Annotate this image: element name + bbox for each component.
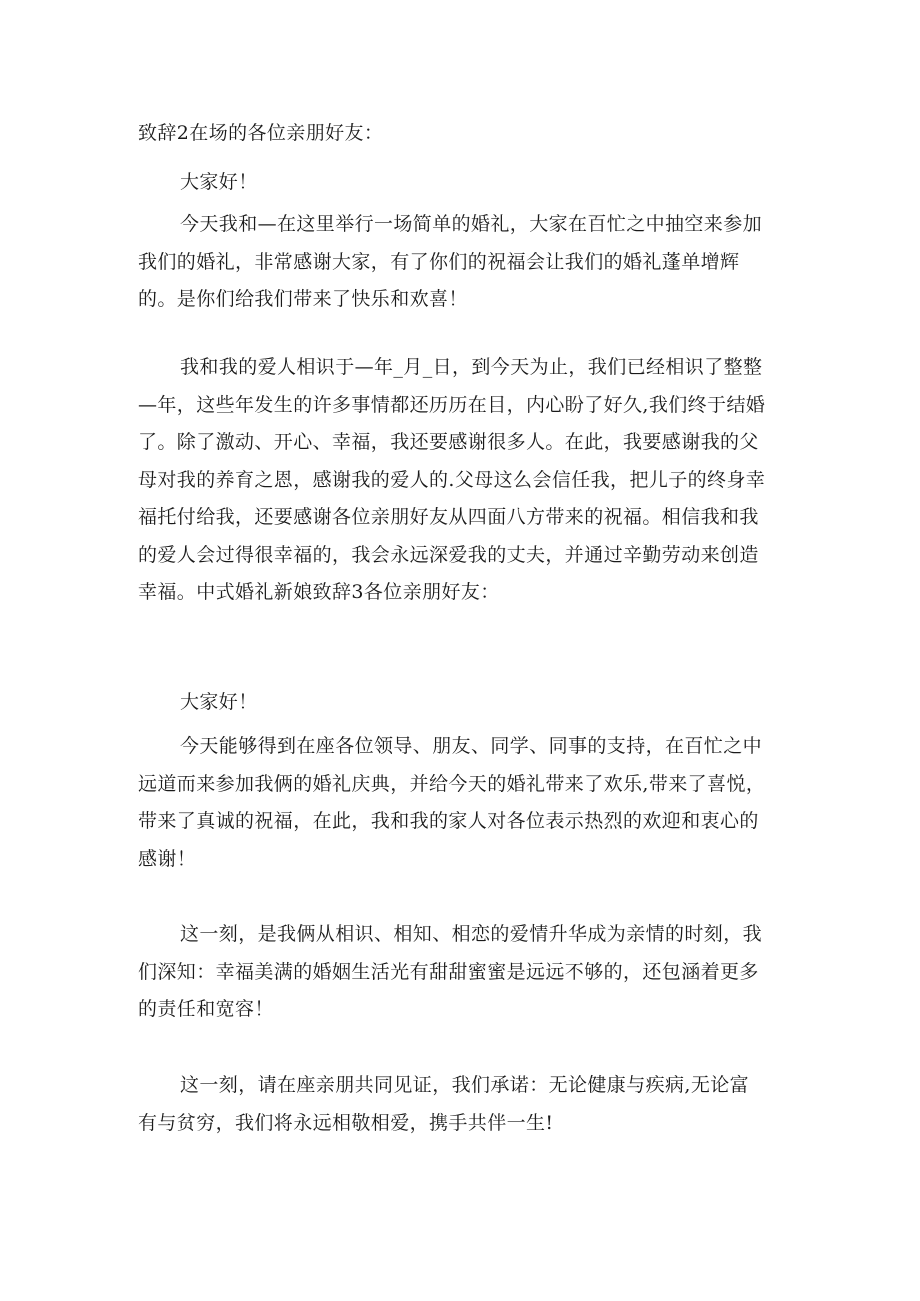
paragraph-8 bbox=[138, 1067, 788, 1142]
text-line: 大家好！ bbox=[180, 691, 258, 713]
text-line: 远道而来参加我俩的婚礼庆典，并给今天的婚礼带来了欢乐,带来了喜悦， bbox=[138, 772, 766, 795]
paragraph-6 bbox=[138, 728, 788, 878]
text-line: 福托付给我，还要感谢各位亲朋好友从四面八方带来的祝福。相信我和我 bbox=[138, 506, 759, 528]
text-line: 这一刻，请在座亲朋共同见证，我们承诺：无论健康与疾病,无论富 bbox=[180, 1074, 750, 1096]
text-line: 的。是你们给我们带来了快乐和欢喜！ bbox=[138, 288, 468, 310]
text-line: —年，这些年发生的许多事情都还历历在目，内心盼了好久,我们终于结婚 bbox=[138, 393, 766, 416]
text-line: 们深知：幸福美满的婚姻生活光有甜甜蜜蜜是远远不够的，还包涵着更多 bbox=[138, 960, 759, 983]
text-line: 幸福。中式婚礼新娘致辞3各位亲朋好友： bbox=[138, 581, 500, 603]
text-line: 带来了真诚的祝福，在此，我和我的家人对各位表示热烈的欢迎和衷心的 bbox=[138, 810, 759, 832]
paragraph-3 bbox=[138, 206, 788, 319]
text-line: 感谢！ bbox=[138, 847, 197, 870]
paragraph-4 bbox=[138, 349, 788, 612]
text-line: 今天我和—在这里举行一场简单的婚礼，大家在百忙之中抽空来参加 bbox=[180, 213, 763, 235]
paragraph-7 bbox=[138, 916, 788, 1029]
text-line: 这一刻，是我俩从相识、相知、相恋的爱情升华成为亲情的时刻，我 bbox=[180, 923, 763, 945]
text-line: 大家好！ bbox=[180, 171, 258, 193]
paragraph-1 bbox=[138, 115, 788, 153]
text-line: 的爱人会过得很幸福的，我会永远深爱我的丈夫，并通过辛勤劳动来创造 bbox=[138, 543, 759, 566]
text-line: 有与贫穷，我们将永远相敬相爱，携手共伴一生! bbox=[138, 1111, 554, 1134]
text-line: 了。除了激动、开心、幸福，我还要感谢很多人。在此，我要感谢我的父 bbox=[138, 431, 759, 453]
text-line: 我们的婚礼，非常感谢大家，有了你们的祝福会让我们的婚礼蓬单增辉 bbox=[138, 250, 740, 273]
paragraph-5 bbox=[138, 684, 788, 722]
text-line: 母对我的养育之恩，感谢我的爱人的.父母这么会信任我，把儿子的终身幸 bbox=[138, 468, 766, 491]
text-line: 致辞2在场的各位亲朋好友： bbox=[138, 122, 384, 144]
text-line: 的责任和宽容！ bbox=[138, 998, 274, 1020]
text-line: 今天能够得到在座各位领导、朋友、同学、同事的支持，在百忙之中 bbox=[180, 735, 763, 757]
paragraph-2 bbox=[138, 164, 788, 202]
text-line: 我和我的爱人相识于—年_月_日，到今天为止，我们已经相识了整整 bbox=[180, 356, 763, 378]
